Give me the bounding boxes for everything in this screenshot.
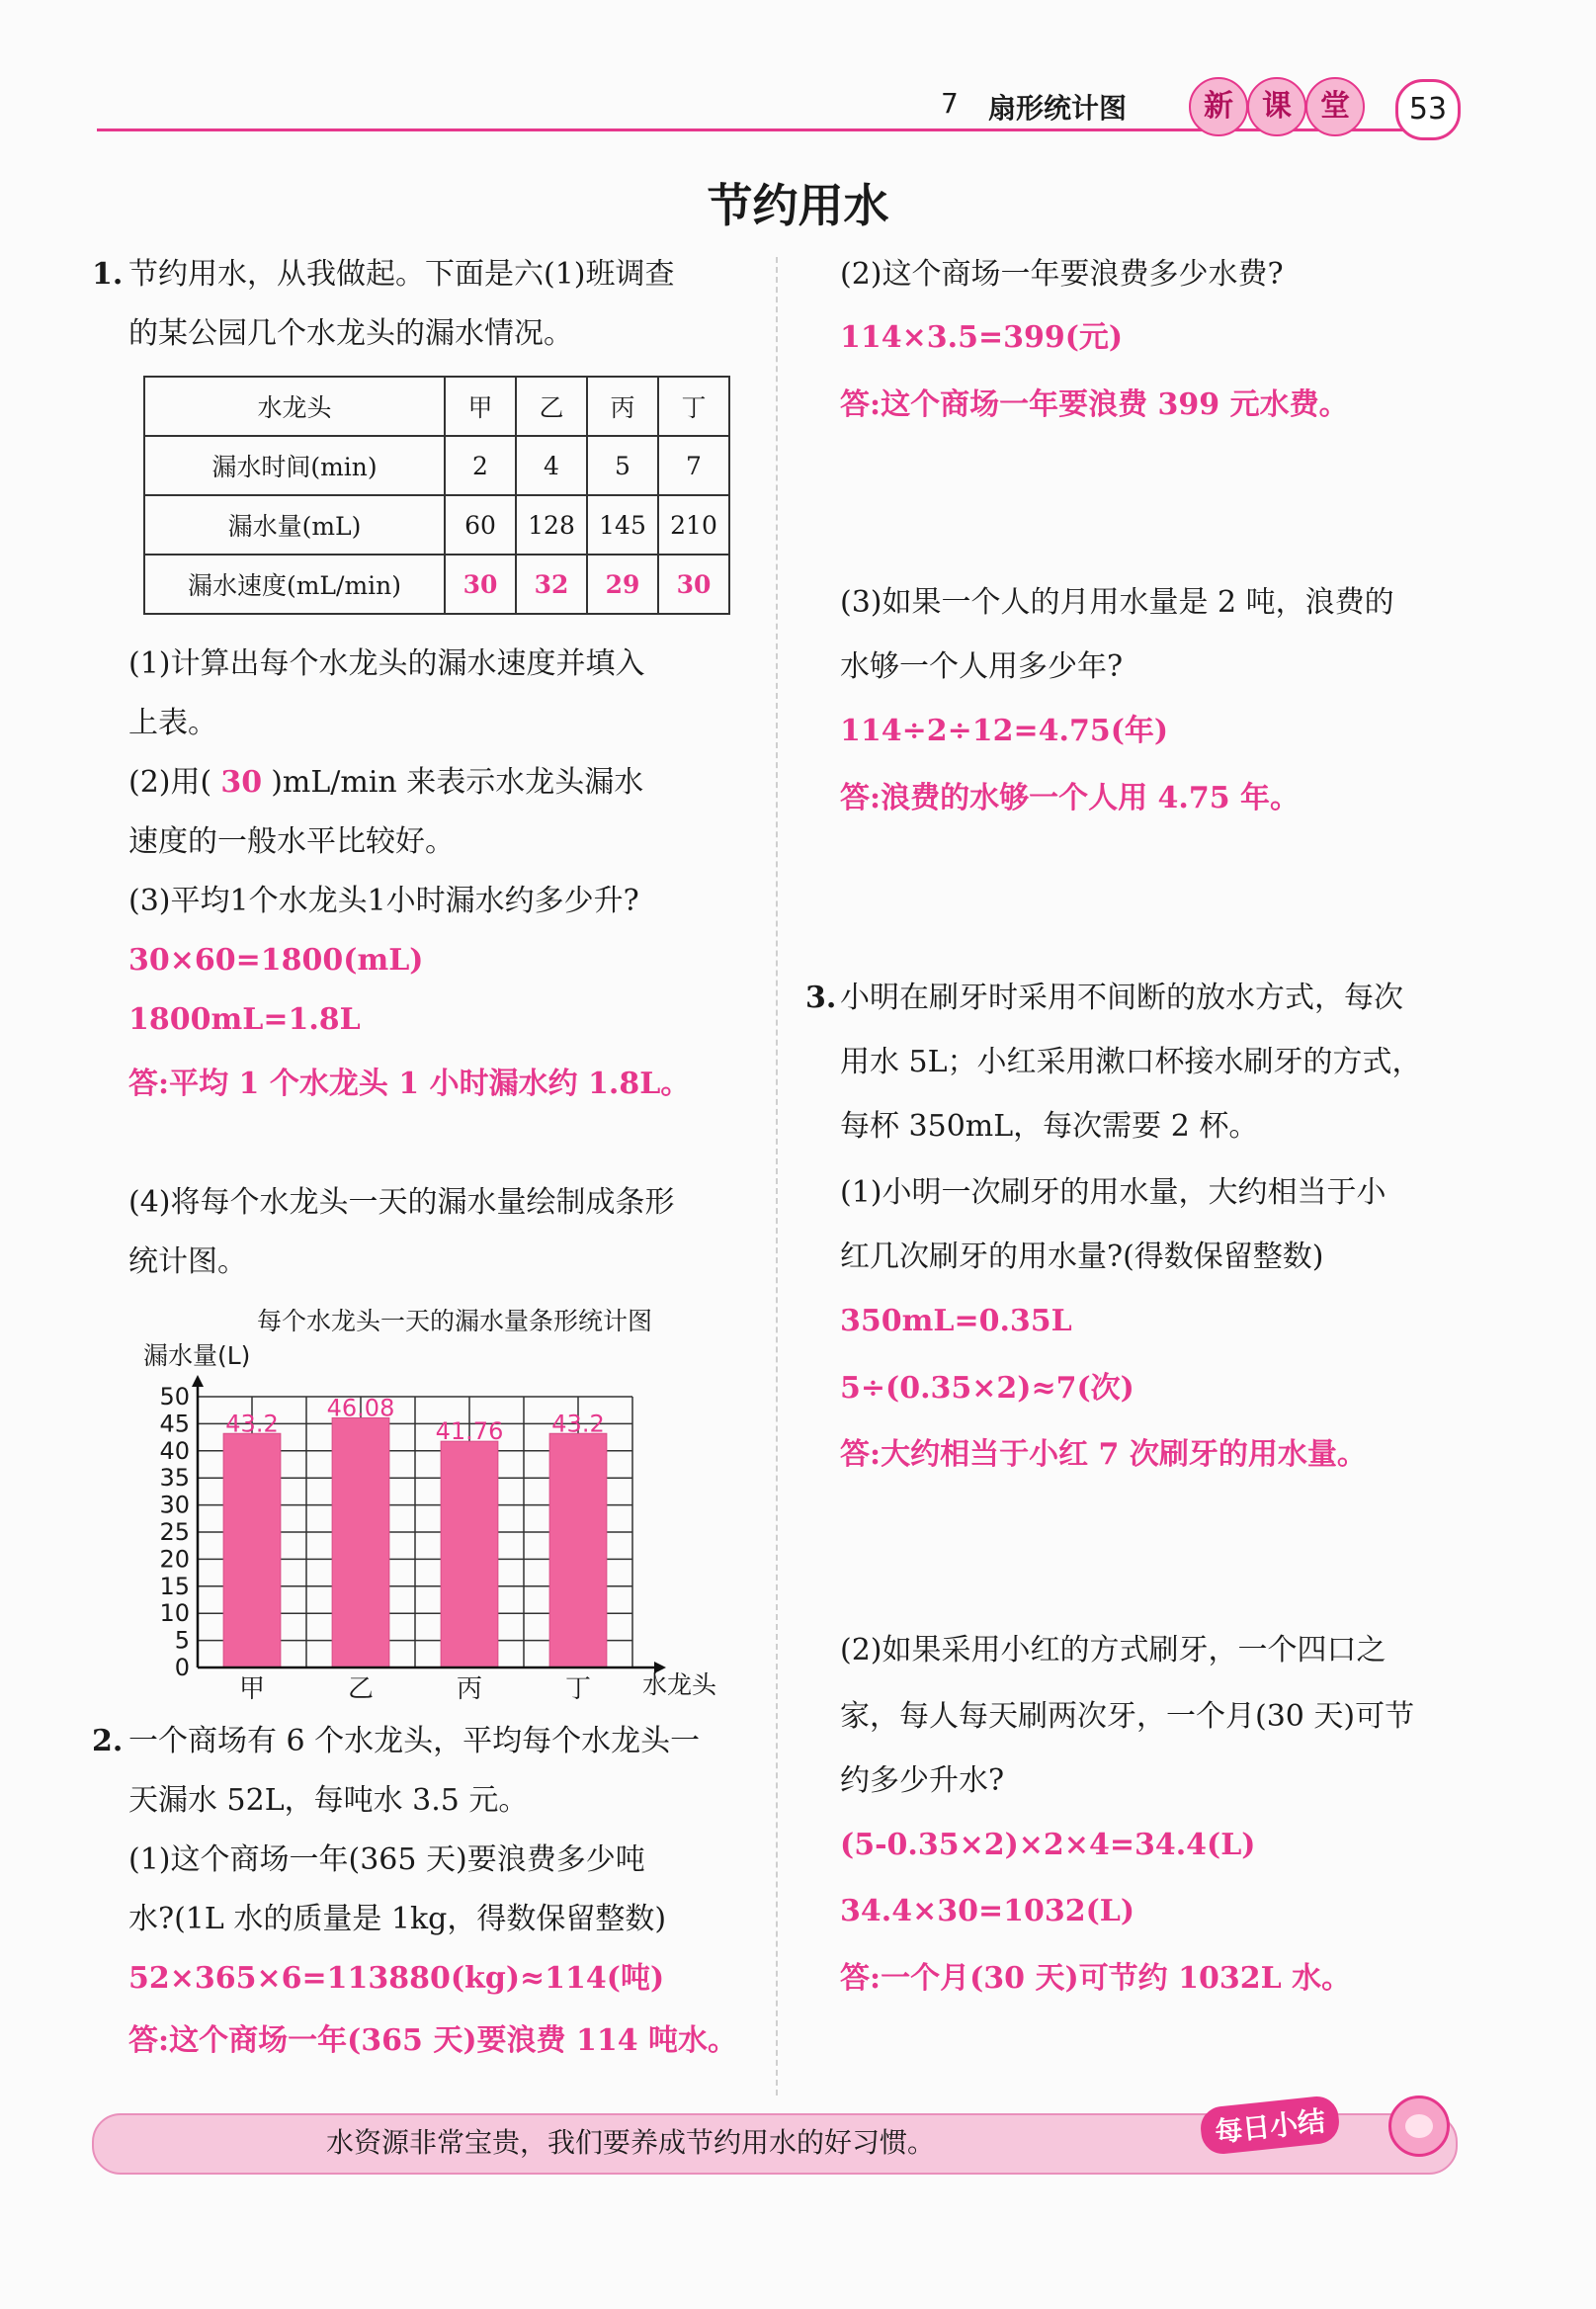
table-cell: 5 [587,436,658,495]
answer-line: 答:这个商场一年要浪费 399 元水费。 [840,387,1349,422]
table-cell: 2 [445,436,516,495]
daily-summary-badge: 每日小结 [1199,2095,1341,2156]
brand-char-3: 堂 [1305,77,1365,136]
table-cell: 丙 [587,377,658,436]
q1-part4-line: 统计图。 [128,1244,247,1279]
chart-ytick-label: 15 [159,1572,190,1600]
q3-number: 3. [805,981,837,1015]
answer-line: 114÷2÷12=4.75(年) [840,714,1169,748]
table-cell: 128 [516,495,587,555]
chart-category-label: 乙 [347,1674,375,1704]
table-cell: 乙 [516,377,587,436]
chapter-number: 7 [941,87,959,120]
chart-value-label: 46.08 [326,1394,395,1422]
answer-line: (5-0.35×2)×2×4=34.4(L) [840,1828,1256,1862]
table-cell: 漏水量(mL) [144,495,445,555]
q2-part3-line: 水够一个人用多少年? [840,649,1124,684]
answer-cell: 30 [658,555,729,614]
chart-value-label: 43.2 [225,1410,279,1438]
header-rule [97,128,1451,131]
chart-ytick-label: 45 [159,1410,190,1438]
brand-char-1: 新 [1189,77,1248,136]
q2-stem-line: 一个商场有 6 个水龙头，平均每个水龙头一 [128,1724,701,1758]
chart-ytick-label: 20 [159,1545,190,1574]
chart-title: 每个水龙头一天的漏水量条形统计图 [256,1307,653,1335]
table-header-row [144,377,729,436]
chart-ytick-label: 30 [159,1491,190,1519]
chart-bar [441,1441,498,1668]
table-cell: 丁 [658,377,729,436]
chart-ytick-label: 5 [174,1626,190,1655]
table-cell: 水龙头 [144,377,445,436]
chart-value-label: 41.76 [435,1417,504,1446]
column-divider [776,257,778,2095]
chart-xlabel: 水龙头 [642,1670,717,1699]
q2-part2-question: (2)这个商场一年要浪费多少水费? [840,257,1284,292]
chart-value-label: 43.2 [551,1410,605,1438]
table-cell: 145 [587,495,658,555]
answer-cell: 32 [516,555,587,614]
q1-part2-answer: 30 [220,765,263,800]
answer-line: 答:一个月(30 天)可节约 1032L 水。 [840,1961,1352,1996]
brand-char-2: 课 [1247,77,1306,136]
q2-number: 2. [92,1724,124,1758]
table-row [144,495,729,555]
table-cell: 60 [445,495,516,555]
q1-part1-line: 上表。 [128,706,217,740]
answer-line: 34.4×30=1032(L) [840,1894,1135,1928]
chart-ytick-label: 50 [159,1383,190,1411]
footer-text: 水资源非常宝贵，我们要养成节约用水的好习惯。 [326,2126,936,2159]
q2-part3-line: (3)如果一个人的月用水量是 2 吨，浪费的 [840,585,1394,620]
answer-cell: 29 [587,555,658,614]
answer-line: 30×60=1800(mL) [128,943,424,978]
table-row [144,436,729,495]
chart-category-label: 甲 [238,1674,266,1704]
page-number: 53 [1395,79,1461,140]
q3-part2-line: 约多少升水? [840,1763,1005,1798]
chapter-title: 扇形统计图 [988,92,1128,125]
answer-line: 答:浪费的水够一个人用 4.75 年。 [840,781,1301,815]
chart-ylabel: 漏水量(L) [143,1341,251,1370]
q1-stem-line: 的某公园几个水龙头的漏水情况。 [128,316,573,351]
q1-part2-line: 速度的一般水平比较好。 [128,824,455,859]
answer-line: 1800mL=1.8L [128,1002,361,1037]
q3-stem-line: 小明在刷牙时采用不间断的放水方式，每次 [840,981,1403,1015]
leak-table [143,376,730,615]
chart-bar [332,1417,389,1668]
table-cell: 漏水时间(min) [144,436,445,495]
q3-stem-line: 用水 5L；小红采用漱口杯接水刷牙的方式， [840,1045,1422,1079]
bar-chart [128,1300,741,1705]
q1-part2-prefix: (2)用( [128,765,212,800]
chart-ytick-label: 25 [159,1518,190,1546]
table-cell: 4 [516,436,587,495]
table-row-speed [144,555,729,614]
page-title: 节约用水 [707,179,889,232]
chart-bar [549,1433,607,1668]
answer-line: 答:大约相当于小红 7 次刷牙的用水量。 [840,1437,1367,1472]
q1-part1-line: (1)计算出每个水龙头的漏水速度并填入 [128,646,645,681]
table-cell: 210 [658,495,729,555]
table-cell: 甲 [445,377,516,436]
chart-category-label: 丙 [456,1674,483,1704]
q1-number: 1. [92,257,124,292]
table-cell: 漏水速度(mL/min) [144,555,445,614]
chart-ytick-label: 40 [159,1436,190,1465]
q3-part1-line: 红几次刷牙的用水量?(得数保留整数) [840,1240,1324,1274]
chart-category-label: 丁 [564,1674,592,1704]
q2-part1-line: 水?(1L 水的质量是 1kg，得数保留整数) [128,1902,667,1936]
chart-ytick-label: 0 [174,1654,190,1681]
q3-part2-line: 家，每人每天刷两次牙，一个月(30 天)可节 [840,1699,1415,1734]
q1-part2-suffix: )mL/min 来表示水龙头漏水 [271,765,644,800]
q3-part1-line: (1)小明一次刷牙的用水量，大约相当于小 [840,1175,1386,1210]
q3-part2-line: (2)如果采用小红的方式刷牙，一个四口之 [840,1633,1386,1668]
chart-ytick-label: 10 [159,1599,190,1628]
answer-line: 350mL=0.35L [840,1304,1072,1338]
table-cell: 7 [658,436,729,495]
answer-line: 114×3.5=399(元) [840,320,1124,355]
chart-bar [223,1433,281,1668]
q2-stem-line: 天漏水 52L，每吨水 3.5 元。 [128,1783,529,1818]
q1-part3-question: (3)平均1个水龙头1小时漏水约多少升? [128,884,639,918]
chart-ytick-label: 35 [159,1464,190,1493]
answer-line: 答:平均 1 个水龙头 1 小时漏水约 1.8L。 [128,1067,691,1101]
answer-line: 52×365×6=113880(kg)≈114(吨) [128,1961,665,1996]
answer-cell: 30 [445,555,516,614]
q1-part4-line: (4)将每个水龙头一天的漏水量绘制成条形 [128,1185,675,1220]
chart-y-axis-arrow [192,1375,204,1387]
q1-part2-line [128,763,643,803]
q3-stem-line: 每杯 350mL，每次需要 2 杯。 [840,1109,1259,1144]
q1-stem-line: 节约用水，从我做起。下面是六(1)班调查 [128,257,675,292]
q2-part1-line: (1)这个商场一年(365 天)要浪费多少吨 [128,1842,645,1877]
answer-line: 答:这个商场一年(365 天)要浪费 114 吨水。 [128,2023,738,2058]
answer-line: 5÷(0.35×2)≈7(次) [840,1371,1134,1406]
lion-mascot-icon [1388,2095,1450,2157]
